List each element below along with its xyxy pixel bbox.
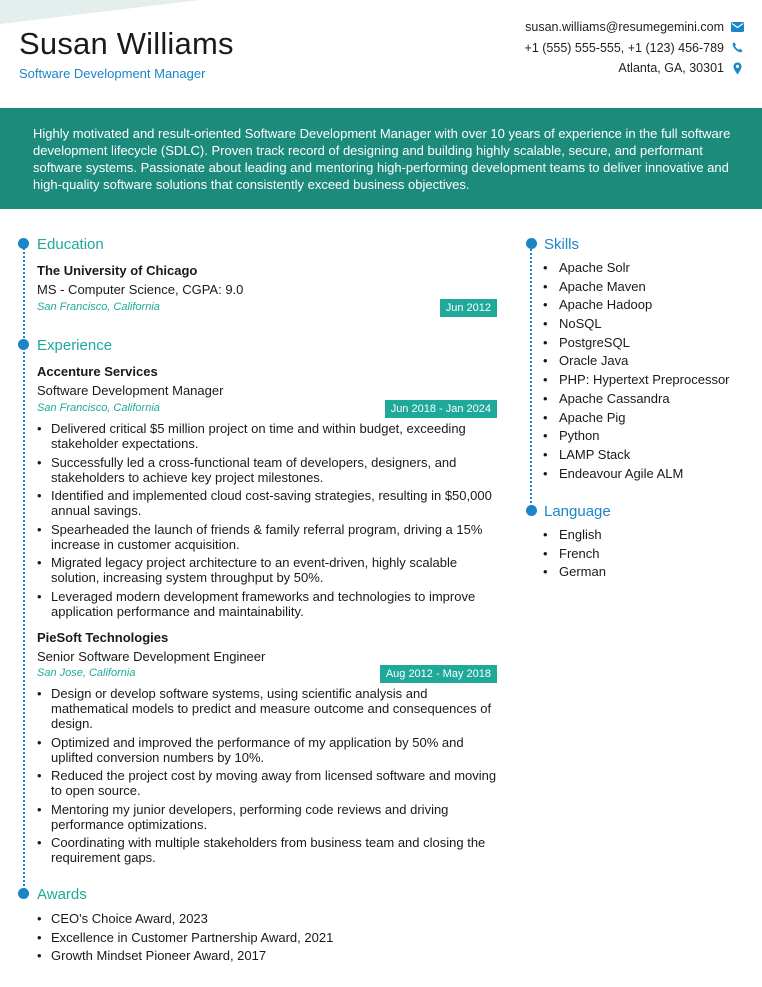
contact-location-row [525, 58, 744, 79]
job-1-bullets [37, 421, 499, 622]
skills-list [543, 259, 758, 483]
list-item: • Successfully led a cross-functional team of developers, designers, and stakeholders to achieve key project milestones. [37, 455, 499, 485]
list-item: • Migrated legacy project architecture to an event-driven, highly scalable solution, increasing system throughput by 50%. [37, 555, 499, 585]
list-item: • Delivered critical $5 million project on time and within budget, exceeding stakeholder expectations. [37, 421, 499, 451]
right-timeline-line [530, 244, 532, 511]
candidate-title: Software Development Manager [19, 66, 206, 81]
list-item: • Coordinating with multiple stakeholders from business team and closing the requirement gaps. [37, 835, 499, 865]
job-2-company: PieSoft Technologies [37, 630, 169, 645]
contact-block [525, 17, 744, 79]
list-item: • Growth Mindset Pioneer Award, 2017 [37, 948, 499, 963]
candidate-name: Susan Williams [19, 26, 234, 61]
map-pin-icon [730, 62, 744, 75]
location-text: Atlanta, GA, 30301 [618, 61, 724, 76]
list-item: • Apache Pig [543, 409, 758, 428]
experience-heading: Experience [37, 337, 113, 354]
language-list [543, 526, 758, 582]
list-item: • Mentoring my junior developers, performing code reviews and driving performance optimizations. [37, 802, 499, 832]
list-item: • PHP: Hypertext Preprocessor [543, 371, 758, 390]
education-heading: Education [37, 236, 104, 253]
awards-heading: Awards [37, 886, 87, 903]
list-item: • Apache Cassandra [543, 390, 758, 409]
list-item: • NoSQL [543, 315, 758, 334]
experience-dot [18, 339, 29, 350]
envelope-icon [730, 22, 744, 32]
skills-dot [526, 238, 537, 249]
list-item: • Excellence in Customer Partnership Award, 2021 [37, 930, 499, 945]
phone-icon [730, 42, 744, 53]
list-item: • Endeavour Agile ALM [543, 465, 758, 484]
list-item: • Spearheaded the launch of friends & family referral program, driving a 15% increase in customer acquisition. [37, 522, 499, 552]
list-item: • CEO's Choice Award, 2023 [37, 911, 499, 926]
list-item: • Reduced the project cost by moving away from licensed software and moving to open source. [37, 768, 499, 798]
language-heading: Language [544, 503, 611, 520]
corner-decoration [0, 0, 200, 24]
education-dot [18, 238, 29, 249]
list-item: • Apache Hadoop [543, 296, 758, 315]
list-item: • Oracle Java [543, 352, 758, 371]
phone-text: +1 (555) 555-555, +1 (123) 456-789 [524, 40, 724, 55]
list-item: • Apache Maven [543, 278, 758, 297]
list-item: • Leveraged modern development frameworks and technologies to improve application performance and maintainability. [37, 589, 499, 619]
language-dot [526, 505, 537, 516]
summary-text: Highly motivated and result-oriented Software Development Manager with over 10 years of experience in the full software development lifecycle (SDLC). Proven track record of designing and building highly scalable, secure, and performant software systems. Passionate about leading and mentoring high-performing development teams to deliver innovative and high-quality software solutions that consistently exceed business objectives. [33, 126, 731, 192]
list-item: • Design or develop software systems, using scientific analysis and mathematical models to predict and measure outcome and consequences of design. [37, 686, 499, 731]
summary-banner [0, 108, 762, 209]
job-1-date-badge: Jun 2018 - Jan 2024 [385, 400, 497, 418]
job-2-location: San Jose, California [37, 667, 136, 679]
education-degree: MS - Computer Science, CGPA: 9.0 [37, 282, 244, 297]
awards-list [37, 911, 499, 967]
job-2-date-badge: Aug 2012 - May 2018 [380, 665, 497, 683]
education-date-badge: Jun 2012 [440, 299, 497, 317]
awards-dot [18, 888, 29, 899]
list-item: • Identified and implemented cloud cost-saving strategies, resulting in $50,000 annual savings. [37, 488, 499, 518]
job-2-bullets [37, 686, 499, 869]
list-item: • Apache Solr [543, 259, 758, 278]
skills-heading: Skills [544, 236, 580, 253]
list-item: • French [543, 545, 758, 564]
job-1-role: Software Development Manager [37, 383, 224, 398]
job-1-location: San Francisco, California [37, 402, 160, 414]
job-1-company: Accenture Services [37, 364, 158, 379]
list-item: • Python [543, 427, 758, 446]
list-item: • German [543, 563, 758, 582]
list-item: • English [543, 526, 758, 545]
list-item: • Optimized and improved the performance of my application by 50% and uplifted conversion numbers by 10%. [37, 735, 499, 765]
job-2-role: Senior Software Development Engineer [37, 649, 266, 664]
list-item: • PostgreSQL [543, 334, 758, 353]
contact-email-row [525, 17, 744, 38]
email-text[interactable]: susan.williams@resumegemini.com [525, 20, 724, 35]
list-item: • LAMP Stack [543, 446, 758, 465]
contact-phone-row [525, 38, 744, 59]
education-location: San Francisco, California [37, 301, 160, 313]
education-school: The University of Chicago [37, 263, 198, 278]
